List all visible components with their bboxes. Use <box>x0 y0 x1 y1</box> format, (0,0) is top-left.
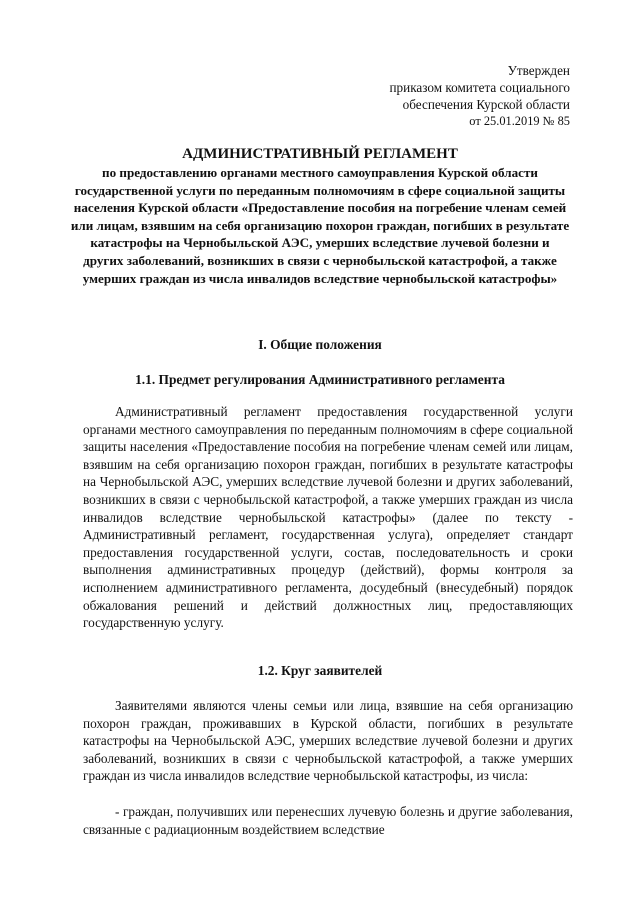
approval-stamp <box>310 62 570 130</box>
paragraph-applicants: Заявителями являются члены семьи или лица, взявшие на себя организацию похорон граждан, проживавших в Курской области, погибших в результате катастрофы на Чернобыльской АЭС, умерших вследствие лучевой болезни и других заболеваний, возникших в связи с чернобыльской катастрофой, а также умерших граждан из числа инвалидов вследствие чернобыльской катастрофы, из числа: <box>83 698 573 784</box>
document-title: АДМИНИСТРАТИВНЫЙ РЕГЛАМЕНТ <box>182 146 458 162</box>
approval-line-date: от 25.01.2019 № 85 <box>469 114 570 128</box>
subsection-heading-subject: 1.1. Предмет регулирования Административного регламента <box>135 372 505 387</box>
paragraph-subject: Административный регламент предоставления государственной услуги органами местного самоуправления по переданным полномочиям в сфере социальной защиты населения «Предоставление пособия на погребение членам семей или лицам, взявшим на себя организацию похорон граждан, погибших в результате катастрофы на Чернобыльской АЭС, умерших вследствие лучевой болезни и других заболеваний, возникших в связи с чернобыльской катастрофой, а также умерших граждан из числа инвалидов вследствие чернобыльской катастрофы» (далее по тексту - Административный регламент, государственная услуга), определяет стандарт предоставления государственной услуги, состав, последовательность и сроки выполнения административных процедур (действий), формы контроля за исполнением административного регламента, досудебный (внесудебный) порядок обжалования решений и действий должностных лиц, предоставляющих государственную услугу. <box>83 404 573 631</box>
approval-line-committee: обеспечения Курской области <box>402 97 570 112</box>
document-subtitle: по предоставлению органами местного самоуправления Курской области государственной услуги по переданным полномочиям в сфере социальной защиты населения Курской области «Предоставление пособия на погребение членам семей или лицам, взявшим на себя организацию похорон граждан, погибших в результате катастрофы на Чернобыльской АЭС, умерших вследствие лучевой болезни и других заболеваний, возникших в связи с чернобыльской катастрофой, а также умерших граждан из числа инвалидов вследствие чернобыльской катастрофы» <box>70 165 570 286</box>
approval-line-order: приказом комитета социального <box>389 80 570 95</box>
list-item-applicants-1: - граждан, получивших или перенесших лучевую болезнь и другие заболевания, связанные с радиационным воздействием вследствие <box>83 804 573 837</box>
subsection-heading-applicants: 1.2. Круг заявителей <box>257 663 383 678</box>
section-heading-general: I. Общие положения <box>258 337 382 352</box>
approval-line-approved: Утвержден <box>507 63 570 78</box>
